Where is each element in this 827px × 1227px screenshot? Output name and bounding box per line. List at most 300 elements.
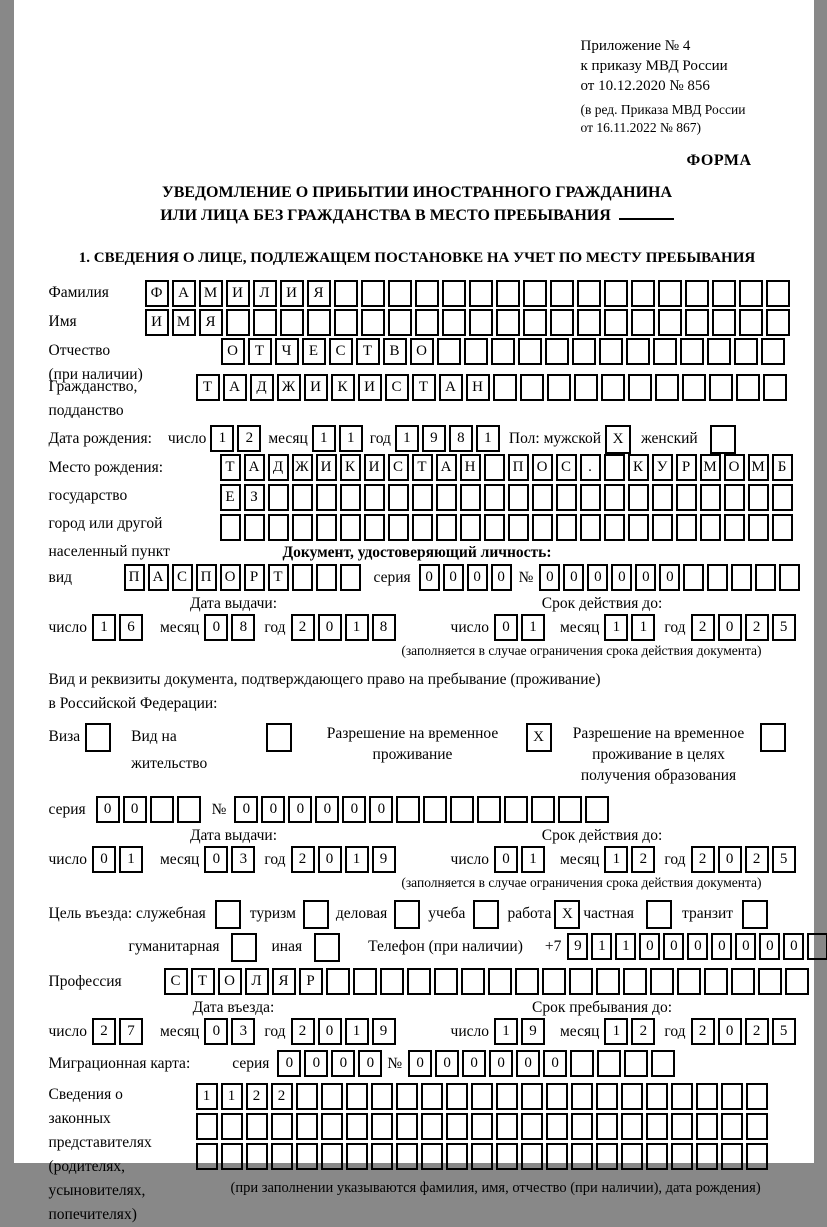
char-cell[interactable] [696, 1113, 718, 1140]
phone-cells[interactable] [567, 933, 827, 960]
char-cell[interactable]: М [748, 454, 769, 481]
char-cell[interactable] [646, 1113, 668, 1140]
char-cell[interactable]: 1 [119, 846, 143, 873]
char-cell[interactable]: 8 [231, 614, 255, 641]
char-cell[interactable] [364, 514, 385, 541]
char-cell[interactable]: Т [268, 564, 289, 591]
char-cell[interactable]: И [226, 280, 250, 307]
char-cell[interactable] [446, 1083, 468, 1110]
char-cell[interactable] [707, 564, 728, 591]
char-cell[interactable]: К [340, 454, 361, 481]
char-cell[interactable]: 8 [449, 425, 473, 452]
char-cell[interactable] [521, 1113, 543, 1140]
birthplace-cells-row3[interactable] [220, 514, 796, 541]
char-cell[interactable]: 1 [604, 614, 628, 641]
residence-permit-checkbox[interactable] [266, 723, 292, 752]
char-cell[interactable]: О [220, 564, 241, 591]
char-cell[interactable] [484, 484, 505, 511]
char-cell[interactable]: И [304, 374, 328, 401]
char-cell[interactable]: 2 [745, 614, 769, 641]
char-cell[interactable]: П [508, 454, 529, 481]
char-cell[interactable]: Т [191, 968, 215, 995]
char-cell[interactable] [388, 280, 412, 307]
char-cell[interactable]: 2 [745, 846, 769, 873]
char-cell[interactable] [621, 1113, 643, 1140]
char-cell[interactable]: 0 [204, 614, 228, 641]
char-cell[interactable] [523, 280, 547, 307]
char-cell[interactable]: 1 [494, 1018, 518, 1045]
char-cell[interactable]: А [244, 454, 265, 481]
char-cell[interactable]: Д [268, 454, 289, 481]
char-cell[interactable] [646, 1083, 668, 1110]
char-cell[interactable]: 0 [96, 796, 120, 823]
identity-issue-day-cells[interactable] [92, 614, 146, 641]
char-cell[interactable] [412, 514, 433, 541]
char-cell[interactable] [415, 309, 439, 336]
char-cell[interactable] [721, 1143, 743, 1170]
char-cell[interactable] [556, 484, 577, 511]
char-cell[interactable] [597, 1050, 621, 1077]
char-cell[interactable] [707, 338, 731, 365]
char-cell[interactable]: 0 [718, 614, 742, 641]
char-cell[interactable] [628, 514, 649, 541]
identity-valid-year-cells[interactable] [691, 614, 799, 641]
char-cell[interactable] [446, 1113, 468, 1140]
char-cell[interactable]: 1 [521, 846, 545, 873]
birthplace-cells-row2[interactable] [220, 484, 796, 511]
birth-month-cells[interactable] [312, 425, 366, 452]
char-cell[interactable] [396, 1113, 418, 1140]
char-cell[interactable] [550, 280, 574, 307]
char-cell[interactable]: 0 [204, 1018, 228, 1045]
char-cell[interactable]: 9 [372, 846, 396, 873]
char-cell[interactable] [658, 280, 682, 307]
char-cell[interactable] [601, 374, 625, 401]
char-cell[interactable] [371, 1083, 393, 1110]
char-cell[interactable]: И [316, 454, 337, 481]
char-cell[interactable]: С [329, 338, 353, 365]
char-cell[interactable]: . [580, 454, 601, 481]
char-cell[interactable]: Е [220, 484, 241, 511]
char-cell[interactable] [671, 1143, 693, 1170]
char-cell[interactable]: 2 [271, 1083, 293, 1110]
birth-year-cells[interactable] [395, 425, 503, 452]
char-cell[interactable] [572, 338, 596, 365]
migration-series-cells[interactable] [277, 1050, 385, 1077]
char-cell[interactable] [471, 1143, 493, 1170]
char-cell[interactable]: 0 [288, 796, 312, 823]
char-cell[interactable]: 9 [567, 933, 588, 960]
char-cell[interactable]: 3 [231, 846, 255, 873]
char-cell[interactable] [388, 514, 409, 541]
char-cell[interactable] [442, 309, 466, 336]
residence-series-cells[interactable] [96, 796, 204, 823]
char-cell[interactable] [748, 484, 769, 511]
char-cell[interactable]: 7 [119, 1018, 143, 1045]
stay-day-cells[interactable] [494, 1018, 548, 1045]
char-cell[interactable]: 1 [196, 1083, 218, 1110]
char-cell[interactable] [496, 280, 520, 307]
residence-valid-month-cells[interactable] [604, 846, 658, 873]
char-cell[interactable] [504, 796, 528, 823]
char-cell[interactable]: 1 [591, 933, 612, 960]
char-cell[interactable]: С [172, 564, 193, 591]
purpose-turizm-checkbox[interactable] [303, 900, 329, 929]
char-cell[interactable] [709, 374, 733, 401]
char-cell[interactable]: 1 [92, 614, 116, 641]
char-cell[interactable]: Ж [277, 374, 301, 401]
purpose-inaya-checkbox[interactable] [314, 933, 340, 962]
residence-issue-day-cells[interactable] [92, 846, 146, 873]
char-cell[interactable] [340, 564, 361, 591]
char-cell[interactable]: 2 [691, 846, 715, 873]
char-cell[interactable] [779, 564, 800, 591]
char-cell[interactable] [736, 374, 760, 401]
char-cell[interactable] [696, 1143, 718, 1170]
purpose-sluzhebnaya-checkbox[interactable] [215, 900, 241, 929]
char-cell[interactable]: 0 [494, 614, 518, 641]
sex-male-checkbox[interactable]: X [605, 425, 631, 454]
char-cell[interactable] [496, 1113, 518, 1140]
profession-cells[interactable] [164, 968, 812, 995]
char-cell[interactable] [221, 1113, 243, 1140]
char-cell[interactable] [271, 1113, 293, 1140]
purpose-gumanitarnaya-checkbox[interactable] [231, 933, 257, 962]
char-cell[interactable] [746, 1143, 768, 1170]
char-cell[interactable] [469, 309, 493, 336]
residence-valid-day-cells[interactable] [494, 846, 548, 873]
char-cell[interactable] [772, 484, 793, 511]
char-cell[interactable] [631, 280, 655, 307]
visa-checkbox[interactable] [85, 723, 111, 752]
char-cell[interactable] [496, 1083, 518, 1110]
char-cell[interactable] [724, 484, 745, 511]
char-cell[interactable] [807, 933, 827, 960]
char-cell[interactable] [334, 309, 358, 336]
char-cell[interactable]: 1 [221, 1083, 243, 1110]
char-cell[interactable] [700, 514, 721, 541]
char-cell[interactable] [271, 1143, 293, 1170]
temp-residence-edu-checkbox[interactable] [760, 723, 786, 752]
char-cell[interactable]: 0 [277, 1050, 301, 1077]
char-cell[interactable]: 1 [210, 425, 234, 452]
char-cell[interactable] [421, 1083, 443, 1110]
char-cell[interactable] [671, 1113, 693, 1140]
char-cell[interactable]: Ч [275, 338, 299, 365]
char-cell[interactable] [624, 1050, 648, 1077]
char-cell[interactable] [628, 374, 652, 401]
char-cell[interactable] [712, 309, 736, 336]
char-cell[interactable]: 0 [261, 796, 285, 823]
char-cell[interactable] [496, 309, 520, 336]
char-cell[interactable] [246, 1143, 268, 1170]
char-cell[interactable] [388, 309, 412, 336]
char-cell[interactable] [542, 968, 566, 995]
char-cell[interactable]: 0 [318, 1018, 342, 1045]
char-cell[interactable]: 9 [372, 1018, 396, 1045]
doc-number-cells[interactable] [539, 564, 803, 591]
char-cell[interactable] [520, 374, 544, 401]
char-cell[interactable]: 0 [467, 564, 488, 591]
char-cell[interactable] [346, 1143, 368, 1170]
char-cell[interactable] [196, 1143, 218, 1170]
char-cell[interactable]: 1 [476, 425, 500, 452]
char-cell[interactable] [739, 280, 763, 307]
char-cell[interactable] [712, 280, 736, 307]
char-cell[interactable] [596, 1113, 618, 1140]
char-cell[interactable] [676, 514, 697, 541]
char-cell[interactable] [221, 1143, 243, 1170]
char-cell[interactable]: 1 [345, 846, 369, 873]
char-cell[interactable]: А [148, 564, 169, 591]
char-cell[interactable] [585, 796, 609, 823]
char-cell[interactable] [371, 1143, 393, 1170]
char-cell[interactable] [471, 1113, 493, 1140]
char-cell[interactable] [577, 309, 601, 336]
char-cell[interactable] [396, 1083, 418, 1110]
char-cell[interactable] [531, 796, 555, 823]
char-cell[interactable] [460, 514, 481, 541]
stay-year-cells[interactable] [691, 1018, 799, 1045]
char-cell[interactable] [521, 1143, 543, 1170]
legal-reps-cells-row2[interactable] [196, 1113, 771, 1140]
char-cell[interactable] [646, 1143, 668, 1170]
char-cell[interactable]: 1 [345, 614, 369, 641]
char-cell[interactable] [434, 968, 458, 995]
char-cell[interactable] [477, 796, 501, 823]
char-cell[interactable] [571, 1083, 593, 1110]
char-cell[interactable] [546, 1083, 568, 1110]
char-cell[interactable]: А [439, 374, 463, 401]
char-cell[interactable] [758, 968, 782, 995]
doc-type-cells[interactable] [124, 564, 364, 591]
char-cell[interactable]: 1 [345, 1018, 369, 1045]
char-cell[interactable] [326, 968, 350, 995]
char-cell[interactable]: Ф [145, 280, 169, 307]
char-cell[interactable]: 0 [639, 933, 660, 960]
char-cell[interactable]: П [196, 564, 217, 591]
char-cell[interactable]: 2 [691, 614, 715, 641]
char-cell[interactable] [464, 338, 488, 365]
char-cell[interactable] [177, 796, 201, 823]
char-cell[interactable]: 0 [234, 796, 258, 823]
char-cell[interactable] [604, 280, 628, 307]
char-cell[interactable] [766, 280, 790, 307]
entry-month-cells[interactable] [204, 1018, 258, 1045]
identity-valid-day-cells[interactable] [494, 614, 548, 641]
char-cell[interactable] [604, 309, 628, 336]
char-cell[interactable] [580, 484, 601, 511]
char-cell[interactable]: И [364, 454, 385, 481]
char-cell[interactable]: А [223, 374, 247, 401]
char-cell[interactable] [226, 309, 250, 336]
char-cell[interactable] [724, 514, 745, 541]
char-cell[interactable] [220, 514, 241, 541]
char-cell[interactable] [380, 968, 404, 995]
char-cell[interactable] [446, 1143, 468, 1170]
char-cell[interactable] [442, 280, 466, 307]
char-cell[interactable] [412, 484, 433, 511]
purpose-rabota-checkbox[interactable]: X [554, 900, 580, 929]
char-cell[interactable] [621, 1143, 643, 1170]
char-cell[interactable]: Я [272, 968, 296, 995]
char-cell[interactable] [508, 514, 529, 541]
identity-valid-month-cells[interactable] [604, 614, 658, 641]
char-cell[interactable] [596, 1083, 618, 1110]
char-cell[interactable] [623, 968, 647, 995]
char-cell[interactable] [545, 338, 569, 365]
birthplace-cells-row1[interactable] [220, 454, 796, 481]
char-cell[interactable] [704, 968, 728, 995]
char-cell[interactable] [734, 338, 758, 365]
char-cell[interactable] [655, 374, 679, 401]
purpose-delovaya-checkbox[interactable] [394, 900, 420, 929]
char-cell[interactable]: Т [248, 338, 272, 365]
char-cell[interactable] [484, 454, 505, 481]
char-cell[interactable]: 1 [521, 614, 545, 641]
char-cell[interactable]: Ж [292, 454, 313, 481]
char-cell[interactable]: Т [412, 454, 433, 481]
char-cell[interactable] [244, 514, 265, 541]
char-cell[interactable] [604, 484, 625, 511]
stay-month-cells[interactable] [604, 1018, 658, 1045]
char-cell[interactable] [460, 484, 481, 511]
char-cell[interactable]: 0 [735, 933, 756, 960]
char-cell[interactable] [653, 338, 677, 365]
char-cell[interactable] [415, 280, 439, 307]
char-cell[interactable] [436, 514, 457, 541]
char-cell[interactable]: О [410, 338, 434, 365]
char-cell[interactable]: 2 [291, 1018, 315, 1045]
char-cell[interactable] [685, 280, 709, 307]
char-cell[interactable]: 9 [521, 1018, 545, 1045]
char-cell[interactable] [515, 968, 539, 995]
char-cell[interactable] [361, 309, 385, 336]
char-cell[interactable]: З [244, 484, 265, 511]
char-cell[interactable]: К [331, 374, 355, 401]
char-cell[interactable] [296, 1113, 318, 1140]
char-cell[interactable]: 0 [489, 1050, 513, 1077]
char-cell[interactable]: 2 [631, 846, 655, 873]
legal-reps-cells-row1[interactable] [196, 1083, 771, 1110]
char-cell[interactable] [396, 1143, 418, 1170]
residence-valid-year-cells[interactable] [691, 846, 799, 873]
char-cell[interactable] [574, 374, 598, 401]
char-cell[interactable] [340, 484, 361, 511]
char-cell[interactable] [651, 1050, 675, 1077]
char-cell[interactable]: 1 [615, 933, 636, 960]
char-cell[interactable] [471, 1083, 493, 1110]
char-cell[interactable] [253, 309, 277, 336]
char-cell[interactable]: Б [772, 454, 793, 481]
char-cell[interactable] [785, 968, 809, 995]
char-cell[interactable] [437, 338, 461, 365]
char-cell[interactable] [556, 514, 577, 541]
char-cell[interactable] [508, 484, 529, 511]
char-cell[interactable]: Е [302, 338, 326, 365]
char-cell[interactable] [307, 309, 331, 336]
char-cell[interactable]: 0 [783, 933, 804, 960]
char-cell[interactable] [631, 309, 655, 336]
char-cell[interactable]: 3 [231, 1018, 255, 1045]
char-cell[interactable] [596, 1143, 618, 1170]
char-cell[interactable]: 1 [312, 425, 336, 452]
char-cell[interactable]: 0 [462, 1050, 486, 1077]
char-cell[interactable]: Л [253, 280, 277, 307]
char-cell[interactable] [650, 968, 674, 995]
char-cell[interactable]: М [199, 280, 223, 307]
char-cell[interactable] [371, 1113, 393, 1140]
char-cell[interactable]: 0 [563, 564, 584, 591]
char-cell[interactable]: О [218, 968, 242, 995]
char-cell[interactable]: Т [196, 374, 220, 401]
char-cell[interactable]: 2 [237, 425, 261, 452]
char-cell[interactable] [364, 484, 385, 511]
char-cell[interactable] [604, 454, 625, 481]
char-cell[interactable] [316, 564, 337, 591]
char-cell[interactable]: 0 [611, 564, 632, 591]
char-cell[interactable]: 2 [291, 614, 315, 641]
char-cell[interactable] [652, 484, 673, 511]
char-cell[interactable] [353, 968, 377, 995]
char-cell[interactable]: А [172, 280, 196, 307]
char-cell[interactable] [296, 1143, 318, 1170]
char-cell[interactable]: Н [460, 454, 481, 481]
char-cell[interactable]: С [164, 968, 188, 995]
char-cell[interactable] [731, 968, 755, 995]
char-cell[interactable]: 1 [339, 425, 363, 452]
char-cell[interactable]: 0 [687, 933, 708, 960]
temp-residence-checkbox[interactable]: X [526, 723, 552, 752]
char-cell[interactable] [621, 1083, 643, 1110]
char-cell[interactable] [196, 1113, 218, 1140]
identity-issue-month-cells[interactable] [204, 614, 258, 641]
residence-issue-month-cells[interactable] [204, 846, 258, 873]
char-cell[interactable] [596, 968, 620, 995]
char-cell[interactable] [518, 338, 542, 365]
char-cell[interactable]: 0 [318, 614, 342, 641]
char-cell[interactable] [321, 1143, 343, 1170]
char-cell[interactable]: О [221, 338, 245, 365]
char-cell[interactable]: О [532, 454, 553, 481]
char-cell[interactable] [316, 514, 337, 541]
char-cell[interactable]: 0 [491, 564, 512, 591]
char-cell[interactable]: 5 [772, 614, 796, 641]
char-cell[interactable] [246, 1113, 268, 1140]
char-cell[interactable] [652, 514, 673, 541]
char-cell[interactable] [496, 1143, 518, 1170]
char-cell[interactable]: 2 [691, 1018, 715, 1045]
migration-number-cells[interactable] [408, 1050, 678, 1077]
char-cell[interactable] [388, 484, 409, 511]
char-cell[interactable]: Р [676, 454, 697, 481]
char-cell[interactable]: И [358, 374, 382, 401]
identity-issue-year-cells[interactable] [291, 614, 399, 641]
char-cell[interactable]: 0 [419, 564, 440, 591]
char-cell[interactable] [334, 280, 358, 307]
purpose-tranzit-checkbox[interactable] [742, 900, 768, 929]
char-cell[interactable] [766, 309, 790, 336]
char-cell[interactable] [421, 1113, 443, 1140]
char-cell[interactable] [731, 564, 752, 591]
char-cell[interactable]: 5 [772, 1018, 796, 1045]
char-cell[interactable] [493, 374, 517, 401]
char-cell[interactable] [268, 484, 289, 511]
char-cell[interactable] [700, 484, 721, 511]
surname-cells[interactable] [145, 280, 793, 307]
char-cell[interactable]: А [436, 454, 457, 481]
char-cell[interactable]: И [280, 280, 304, 307]
